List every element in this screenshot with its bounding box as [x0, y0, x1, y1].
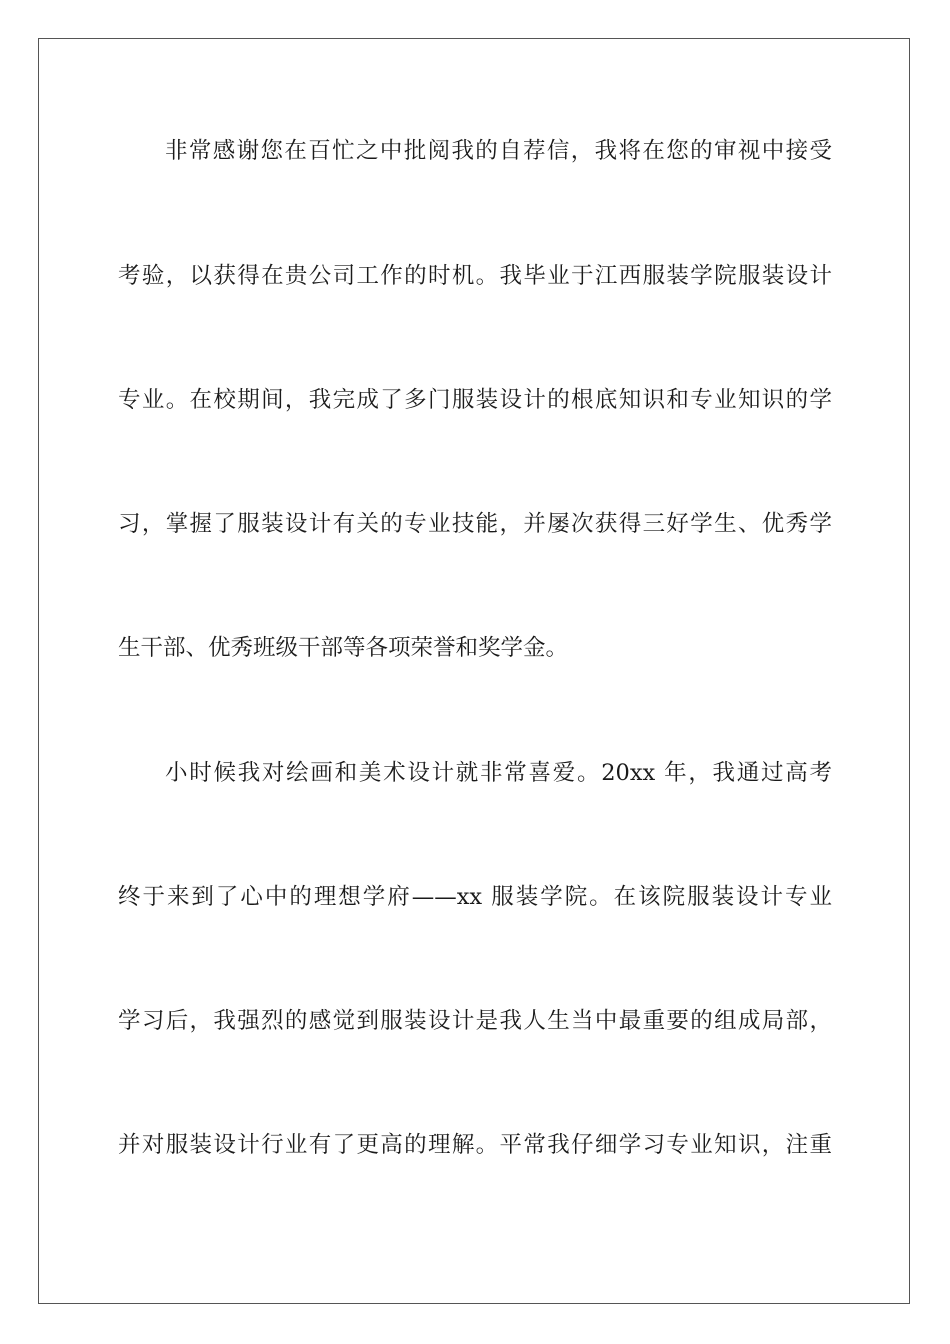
- paragraph-1-line-1: 非常感谢您在百忙之中批阅我的自荐信，我将在您的审视中接受: [165, 138, 832, 164]
- page-border: [38, 38, 910, 1304]
- paragraph-2-line-2: 终于来到了心中的理想学府——xx 服装学院。在该院服装设计专业: [118, 884, 832, 910]
- paragraph-1-line-2: 考验，以获得在贵公司工作的时机。我毕业于江西服装学院服装设计: [118, 263, 832, 289]
- paragraph-1-line-5: 生干部、优秀班级干部等各项荣誉和奖学金。: [118, 635, 569, 661]
- paragraph-2-line-4: 并对服装设计行业有了更高的理解。平常我仔细学习专业知识，注重: [118, 1132, 832, 1158]
- paragraph-1-line-3: 专业。在校期间，我完成了多门服装设计的根底知识和专业知识的学: [118, 387, 832, 413]
- paragraph-1-line-4: 习，掌握了服装设计有关的专业技能，并屡次获得三好学生、优秀学: [118, 511, 832, 537]
- paragraph-2-line-1: 小时候我对绘画和美术设计就非常喜爱。20xx 年，我通过高考: [165, 760, 832, 786]
- paragraph-2-line-3: 学习后，我强烈的感觉到服装设计是我人生当中最重要的组成局部，: [118, 1008, 832, 1034]
